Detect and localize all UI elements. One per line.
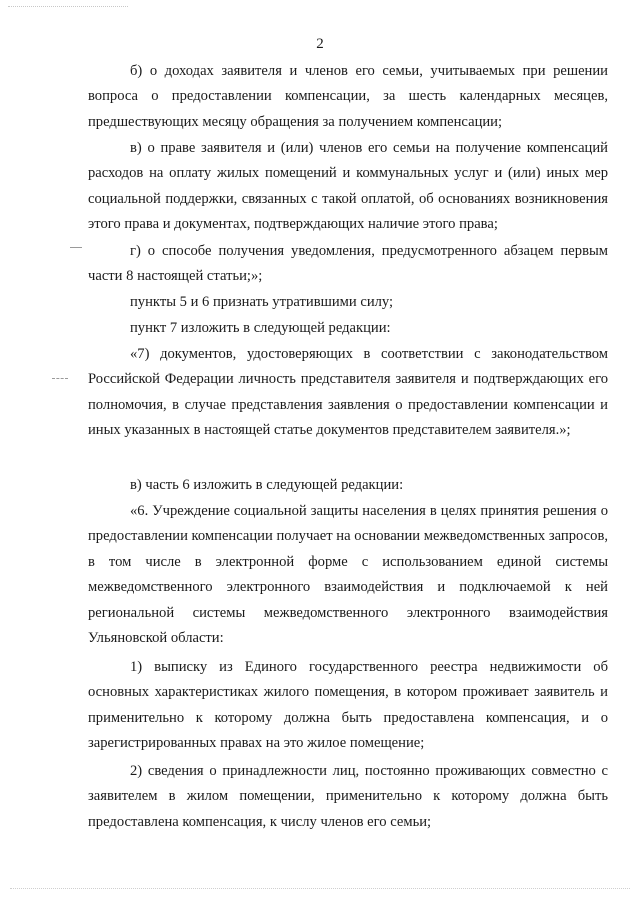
paragraph-part-6: «6. Учреждение социальной защиты населения в целях принятия решения о предоставлении компенсации получает на основании межведомственных запросов, в том числе в электронной форме с использованием единой системы межведомственного электронного взаимодействия и подключаемой к ней региональной системы межведомственного электронного взаимодействия Ульяновской области: — [88, 503, 608, 647]
paragraph-items-5-6: пункты 5 и 6 признать утратившими силу; — [130, 294, 394, 310]
paragraph-right-to-compensation: в) о праве заявителя и (или) членов его семьи на получение компенсаций расходов на оплату жилых помещений и коммунальных услуг и (или) иных мер социальной поддержки, связанных с такой оплатой, об основаниях возникновения этого права и документах, подтверждающих наличие этого права; — [88, 140, 608, 233]
paragraph-notification-method: г) о способе получения уведомления, предусмотренного абзацем первым части 8 настоящей статьи;»; — [88, 243, 608, 285]
scan-edge-top — [8, 6, 128, 8]
margin-mark — [52, 378, 68, 380]
paragraph-part-6-intro: в) часть 6 изложить в следующей редакции: — [130, 477, 404, 493]
paragraph-item-7-intro: пункт 7 изложить в следующей редакции: — [130, 320, 391, 336]
margin-mark — [70, 247, 82, 249]
paragraph-list-item-1: 1) выписку из Единого государственного реестра недвижимости об основных характеристиках жилого помещения, в котором проживает заявитель и применительно к которому должна быть предоставлена компенсация, и о зарегистрированных правах на это жилое помещение; — [88, 659, 608, 752]
page-number: 2 — [316, 36, 324, 52]
paragraph-item-7: «7) документов, удостоверяющих в соответствии с законодательством Российской Федерации личность представителя заявителя и подтверждающих его полномочия, в случае представления заявления о предоставлении компенсации и иных указанных в настоящей статье документов представителем заявителя.»; — [88, 346, 608, 439]
scan-edge-bottom — [10, 888, 630, 890]
paragraph-income: б) о доходах заявителя и членов его семьи, учитываемых при решении вопроса о предоставлении компенсации, за шесть календарных месяцев, предшествующих месяцу обращения за получением компенсации; — [88, 63, 608, 130]
paragraph-list-item-2: 2) сведения о принадлежности лиц, постоянно проживающих совместно с заявителем в жилом помещении, применительно к которому должна быть предоставлена компенсация, к числу членов его семьи; — [88, 763, 608, 830]
